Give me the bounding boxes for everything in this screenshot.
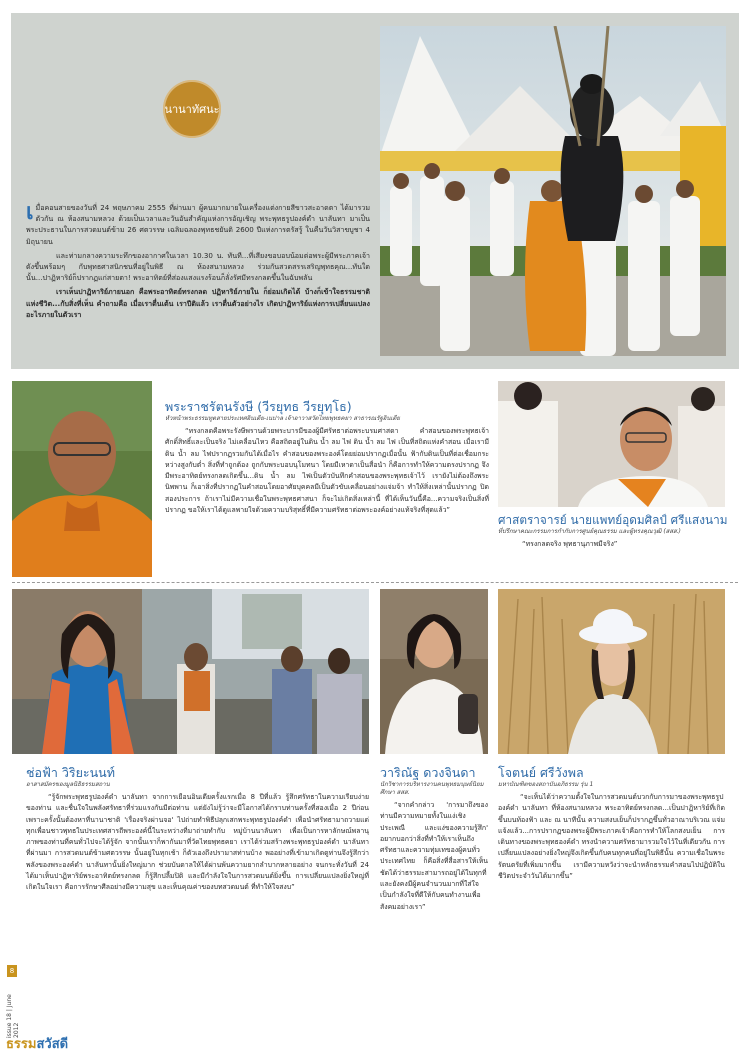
person-3-quote: “จะเห็นได้ว่าความตั้งใจในการสวดมนต์บวกกับการมาของพระพุทธรูปองค์ดำ นาลันทา ที่ห้องสนามหลวง พระอาทิตย์ทรงกลด...เป็นปาฏิหาริย์ที่เกิดขึ้นบนท้องฟ้า และ ณ นาทีนั้น ความสงบเย็นก็ปรากฏขึ้นทั่วอาณาบริเวณ แจ่มแจ้งแล้ว...การปรากฏของพระผู้มีพระภาคเจ้าคือการทำให้โลกสงบเย็น การเดินทางของพระพุทธองค์ดำ ทรงนำความศรัทธามารวมใจไว้ในที่เดียวกัน การเปลี่ยนแปลงอย่างยิ่งใหญ่จึงเกิดขึ้นกับคนทุกคนที่อยู่ในพิธีนั้น ความเชื่อในพระรัตนตรัยที่เพิ่มมากขึ้น เรามีความหวังว่าจะนำหลักธรรมคำสอนไปปฏิบัติในชีวิตประจำวันได้มากขึ้น” [498, 793, 725, 881]
intro-text [26, 202, 370, 323]
page-number-box [7, 965, 17, 977]
monk-name: พระราชรัตนรังษี (วีรยุทธ วีรยุทฺโธ) [165, 399, 352, 414]
person-1-block [26, 766, 369, 894]
field-photo-art [498, 589, 725, 754]
ceremony-photo [380, 26, 726, 356]
intro-dropcap: เ [26, 200, 34, 225]
person-1-photo [12, 589, 369, 754]
ceremony-photo-art [380, 26, 726, 356]
intro-paragraph-2: และท่ามกลางความระทึกของอากาศในเวลา 10.30 น. ทันที...ที่เสียงขอบอบน้อมต่อพระผู้มีพระภาคเจ้าดังขึ้นพร้อมๆ กับพุทธศาสนิกชนที่อยู่ในพิธี ณ ห้องสนามหลวง ร่วมกันสวดสรรเสริญพุทธคุณ...ทันใดนั้น...ปาฏิหาริย์ก็ปรากฏแก่สายตา! พระอาทิตย์ที่ส่องแสงแรงร้อนก็ลั่งรัศมีทรงกลดขึ้นในฉับพลัน [26, 250, 370, 283]
monk-role: หัวหน้าพระธรรมทูตสายประเทศอินเดีย-เนปาล เจ้าอาวาสวัดไทยพุทธคยา สาธารณรัฐอินเดีย [165, 415, 400, 422]
monk-portrait-art [12, 381, 152, 577]
doctor-role: ที่ปรึกษาคณะกรรมการกำกับการศูนย์คุณธรรม และผู้ทรงคุณวุฒิ (สสส.) [498, 528, 681, 535]
monk-quote: “ทรงกลดคือพระรังษีพรานด้วยพระบารมีของผู้มีศรัทธาต่อพระบรมศาสดา คำสอนของพระพุทธเจ้าศักดิ์สิทธิ์และเป็นจริง ไม่เคลื่อนไหว คือสถิตอยู่ในดิน น้ำ ลม ไฟ ดิน น้ำ ลม ไฟ เป็นที่สถิตแห่งคำสอน เมื่อเรามีดิน น้ำ ลม ไฟปรากฏรวมกันได้เมื่อไร คำสอนของพระองค์โดยย่อมปรากฏเมื่อนั้น ฟ้ากับดินเป็นที่ต่อเชื่อมกระหว่างสูงกับต่ำ สิ่งที่ทำถูกต้อง ถูกกับพระบอบนุโมทนา โดยมีเหาดาเป็นสื่อนำ ก็คือการทำให้ความตรงปรากฏ จึงมีพระอาทิตย์ทรงกลดเกิดขึ้น...ดิน น้ำ ลม ไฟเป็นตัวบันทึกคำสอนของพระพุทธเจ้าไว้ เรายังไม่ต้องถึงพระนิพพาน ก็เอาสิ่งที่ปรากฏในคำสอนโดยอาศัยบุคคลมีเป็นตัวขับเคลื่อนอย่างแจ่มจ้า ทำให้สิ่งเหล่านั้นปรากฏ ปิดสองประการ ถ้าเราไม่มีความเชื่อในพระพุทธศาสนา ก็จะไม่เกิดสิ่งเหล่านี้ ที่ได้เห็นวันนี้คือ...ความจริงเป็นสิ่งที่ปรากฏ ขอให้เราได้ดูแลพายใจด้วยความบริสุทธิ์ที่มีความศรัทธาต่อพระองค์อย่างแท้จริงที่สุดแล้ว” [165, 427, 489, 515]
person-3-role: มหาบัณฑิตของสถาบันอภิธรรม รุ่น 1 [498, 781, 594, 788]
woman-photo-art [380, 589, 488, 754]
person-2-quote: “จากคำกล่าว 'การมาถึงของท่านมีความหมายทั้งในแง่เชิงประเพณี และแง่ของความรู้สึก' อยากบอกว่าสิ่งที่ทำให้เราเห็นถึงศรัทธาและความทุ่มเทของผู้คนทั่วประเทศไทย ก็คือสิ่งที่สื่อสารให้เห็นชัดได้ว่าธรรมะสามารถอยู่ได้ในทุกที่ และยังคงมีผู้คนจำนวนมากที่ใส่ใจ เป็นกำลังใจที่ดีให้กับคนทำงานเพื่อสังคมอย่างเรา” [380, 801, 488, 911]
intro-paragraph-3: เราเห็นปาฏิหาริย์ภายนอก คือพระอาทิตย์ทรงกลด ปฏิหาริย์ภายใน ก็ย่อมเกิดได้ บ้างก็เข้าใจธรรมชาติแห่งชีวิต...กับสิ่งที่เห็น คำถามคือ เมื่อเราตื่นเต้น เราปีติแล้ว เราตื่นตัวอย่างไร เกิดปาฏิหาริย์แห่งการเปลี่ยนแปลงอะไรภายในตัวเรา [26, 287, 370, 319]
doctor-name: ศาสตราจารย์ นายแพทย์อุดมศิลป์ ศรีแสงนาม [498, 513, 728, 527]
page-number: 8 [9, 967, 15, 975]
doctor-block [498, 513, 738, 550]
divider-1 [12, 582, 738, 583]
issue-label: issue 18 | June 2012 [6, 994, 20, 1038]
doctor-portrait-art [498, 381, 725, 507]
doctor-quote: “ทรงกลดจริง พุทธานุภาพมีจริง” [522, 540, 618, 548]
person-2-block [380, 766, 488, 913]
monk-block [165, 400, 489, 516]
person-1-name: ช่อฟ้า วิริยะนนท์ [26, 765, 115, 780]
person-1-role: อาสาสมัครของมูลนิธิธรรมสถาน [26, 781, 110, 788]
monk-photo [12, 381, 152, 577]
person-3-name: โจตนย์ ศรีวังพล [498, 765, 584, 780]
magazine-logo-suffix: สวัสดี [36, 1037, 69, 1052]
person-3-photo [498, 589, 725, 754]
person-2-name: วาริณัฐ ดวงจินดา [380, 765, 476, 780]
section-badge: นานาทัศนะ [163, 80, 221, 138]
person-1-quote: “รู้จักพระพุทธรูปองค์ดำ นาลันทา จากการเยือนอินเดียครั้งแรกเมื่อ 8 ปีที่แล้ว รู้สึกศรัทธาในความเรียบง่ายของท่าน และชื่นใจในพลังศรัทธาที่ร่วมแรงกันมีต่อท่าน แต่ยังไม่รู้ว่าจะมีโอกาสได้กราบท่านครั้งที่สองเมื่อ 2 ปีก่อน เพราะครั้งนั้นต้องหาที่นานาชาติ 'เรื่องจริงผ่านจอ' ไปถ่ายทำพิธีปลุกเสกพระพุทธรูปองค์ดำ เพื่อนำศรัทธามาถวายแด่ทุกเพื่อนชาวพุทธในประเทศสารถีพระองค์นี้ในระหว่างที่มาถ่ายทำกับ หมู่บ้านนาลันทา เพื่อเป็นการหาลักษณ์พลานุภาพของท่านที่คนทั่วไปจะได้รู้จัก จากนั้นเราก็พากันมาที่วัดไทยพุทธคยา เราได้ร่วมสร้างพระพุทธรูปองค์ดำ นาลันทา ที่ผ่านมา การสวดมนต์ข้ามศตวรรษ นั้นอยู่ในทุกเช้า ก็ตัวเองถึงปรามาสท่านบ้าง พออย่างที่เข้ามาเกิดดูท่านจึงรู้สึกว่า พลังของพระองค์ดำ นาลันทานั้นยิ่งใหญ่มาก ช่วยบันดาลให้ได้ผ่านพ้นความยากลำบากหลายอย่าง จนกระทั่งวันที่ 24 ได้มาเห็นปาฏิหาริย์พระอาทิตย์ทรงกลด ก็รู้สึกปลื้มปิติ และมีกำลังใจในการสวดมนต์ยิ่งขึ้น การเปลี่ยนแปลงยิ่งใหญ่ที่เกิดในใจเรา คือการรักษาศีลอย่างมีความสุข และเห็นคุณค่าของบทสวดมนต์ ที่ทำให้ใจสงบ” [26, 793, 369, 892]
magazine-logo-prefix: ธรรม [6, 1037, 37, 1052]
doctor-photo [498, 381, 725, 507]
person-2-role: นักวิชาการบริหารงานคนพุทธมนุษย์นิยมศึกษา สสส. [380, 781, 484, 796]
magazine-logo [6, 1037, 68, 1053]
street-photo-art [12, 589, 369, 754]
intro-paragraph-1: มื่อคอนสายของวันที่ 24 พฤษภาคม 2555 ที่ผ่านมา ผู้คนมากมายในเครื่องแต่งกายสีขาวสะอาดตา ได้มารวมตัวกัน ณ ห้องสนามหลวง ด้วยเป็นเวลาและวันอันสำคัญแห่งการอัญเชิญ พระพุทธรูปองค์ดำ นาลันทา มาเป็นพระประธานในการสวดมนต์ข้าม 26 ศตวรรษ เฉลิมฉลองพุทธชยันติ 2600 ปีแห่งการตรัสรู้ ในคืนวันวิสาขบูชา 4 มิถุนายน [26, 203, 370, 246]
person-2-photo [380, 589, 488, 754]
person-3-block [498, 766, 725, 882]
